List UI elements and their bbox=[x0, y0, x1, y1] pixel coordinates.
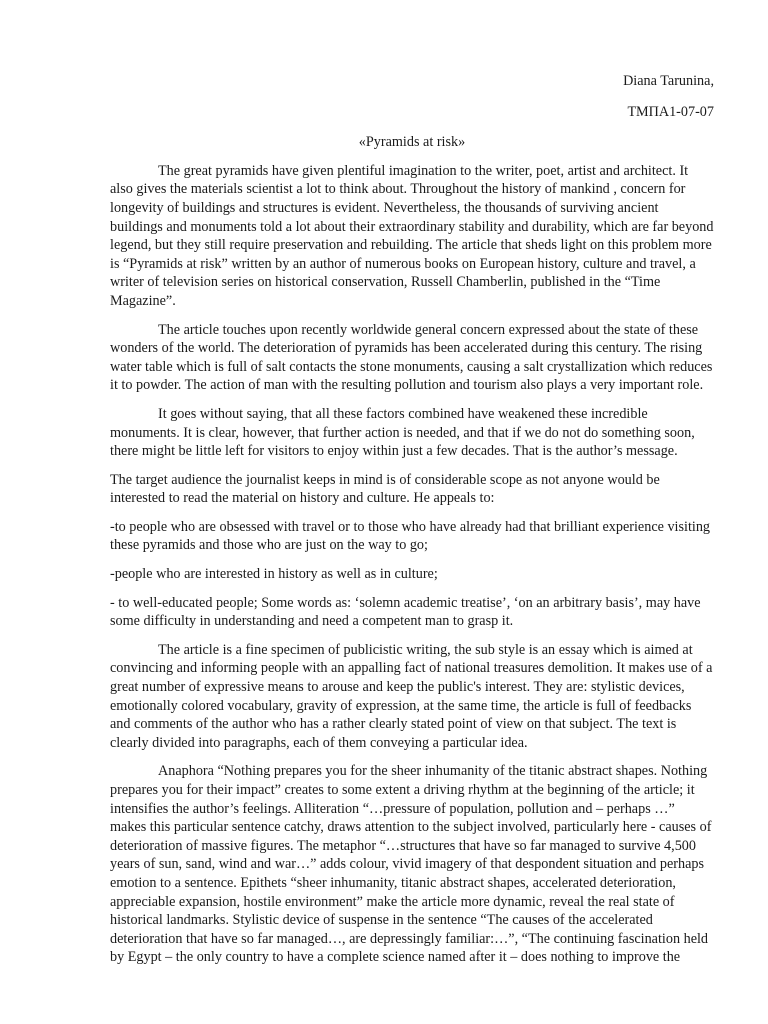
paragraph-5: The article is a fine specimen of publicistic writing, the sub style is an essay which is aimed at convincing and informing people with an appalling fact of national treasures demolition. It makes use of a great number of expressive means to arouse and keep the public's interest. They are: stylistic devices, emotionally colored vocabulary, gravity of expression, at the same time, the article is full of feedbacks and comments of the author who has a rather clearly stated point of view on that subject. The text is clearly divided into paragraphs, each of them conveying a particular idea. bbox=[110, 641, 713, 751]
paragraph-6: Anaphora “Nothing prepares you for the sheer inhumanity of the titanic abstract shapes. Nothing prepares you for their impact” creates to some extent a driving rhythm at the beginning of the article; it intensifies the author’s feelings. Alliteration “…pressure of population, pollution and – perhaps …” makes this particular sentence catchy, draws attention to the subject involved, particularly here - causes of deterioration of massive figures. The metaphor “…structures that have so far managed to survive 4,500 years of sun, sand, wind and war…” adds colour, vivid imagery of that despondent situation and perhaps emotion to a sentence. Epithets “sheer inhumanity, titanic abstract shapes, accelerated deterioration, appreciable expansion, hostile environment” make the article more dynamic, reveal the real state of historical landmarks. Stylistic device of suspense in the sentence “The causes of the accelerated deterioration that have so far managed…, are depressingly familiar:…”, “The continuing fascination held by Egypt – the only country to have a complete science named after it – does nothing to improve the bbox=[110, 763, 712, 966]
document-title: «Pyramids at risk» bbox=[358, 134, 466, 151]
document-body bbox=[110, 72, 714, 967]
paragraph-3: It goes without saying, that all these factors combined have weakened these incredible monuments. It is clear, however, that further action is needed, and that if we do not do something soon, there might be little left for visitors to enjoy within just a few decades. That is the author’s message. bbox=[110, 405, 695, 460]
audience-item-2: -people who are interested in history as well as in culture; bbox=[110, 566, 438, 583]
group-code: ТМПА1-07-07 bbox=[627, 103, 714, 120]
audience-item-3: - to well-educated people; Some words as: ‘solemn academic treatise’, ‘on an arbitrary basis’, may have some difficulty in understanding and need a competent man to grasp it. bbox=[110, 594, 701, 630]
paragraph-1: The great pyramids have given plentiful imagination to the writer, poet, artist and architect. It also gives the materials scientist a lot to think about. Throughout the history of mankind , concern for longevity of buildings and structures is evident. Nevertheless, the thousands of surviving ancient buildings and monuments told a lot about their extraordinary stability and durability, which are far beyond legend, but they still require preservation and rebuilding. The article that sheds light on this problem more is “Pyramids at risk” written by an author of numerous books on European history, culture and travel, a writer of television series on historical conservation, Russell Chamberlin, published in the “Time Magazine”. bbox=[110, 162, 714, 309]
paragraph-2: The article touches upon recently worldwide general concern expressed about the state of these wonders of the world. The deterioration of pyramids has been accelerated during this century. The rising water table which is full of salt contacts the stone monuments, causing a salt crystallization which reduces it to powder. The action of man with the resulting pollution and tourism also plays a very important role. bbox=[110, 321, 713, 394]
audience-item-1: -to people who are obsessed with travel or to those who have already had that brilliant experience visiting these pyramids and those who are just on the way to go; bbox=[110, 518, 711, 554]
paragraph-4: The target audience the journalist keeps in mind is of considerable scope as not anyone would be interested to read the material on history and culture. He appeals to: bbox=[110, 471, 660, 507]
author-name: Diana Tarunina, bbox=[623, 73, 714, 89]
